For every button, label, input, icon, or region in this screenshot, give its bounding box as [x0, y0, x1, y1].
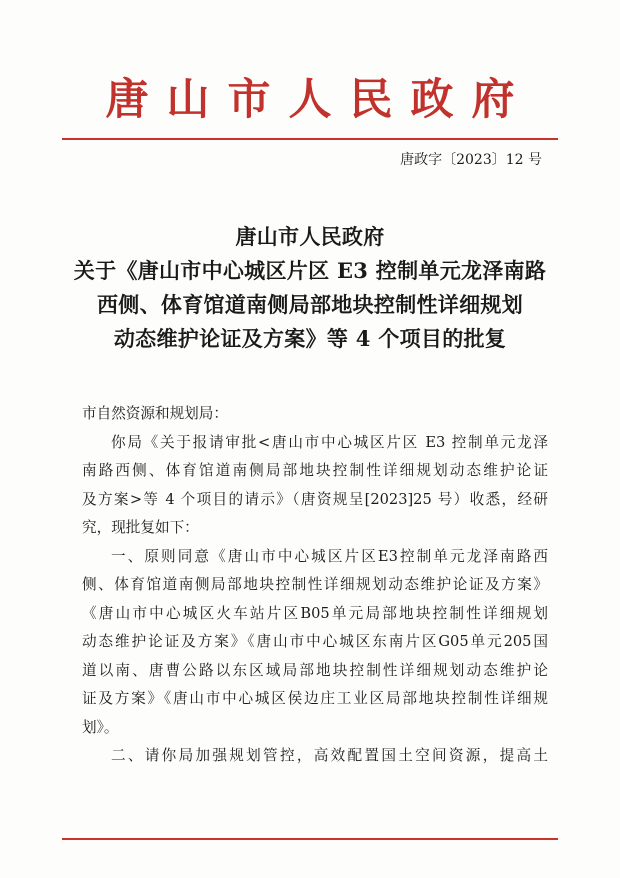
paragraph-line: 《唐山市中心城区火车站片区B05单元局部地块控制性详细规划 [82, 604, 548, 622]
paragraph-line: 南路西侧、体育馆道南侧局部地块控制性详细规划动态维护论证 [82, 462, 548, 479]
title-line: 关于《唐山市中心城区片区 E3 控制单元龙泽南路 [73, 258, 547, 283]
paragraph-line: 证及方案》《唐山市中心城区侯边庄工业区局部地块控制性详细规 [82, 690, 548, 707]
paragraph-line: 道以南、唐曹公路以东区域局部地块控制性详细规划动态维护论 [82, 661, 548, 679]
addressee: 市自然资源和规划局： [82, 405, 228, 422]
paragraph-line: 及方案>等 4 个项目的请示》（唐资规呈[2023]25 号）收悉，经研 [82, 490, 548, 508]
issuer-masthead: 唐山市人民政府 [105, 75, 533, 125]
header-red-rule [62, 138, 558, 140]
paragraph-line: 究，现批复如下： [82, 519, 199, 536]
paragraph-line: 二、请你局加强规划管控，高效配置国土空间资源，提高土 [111, 747, 548, 764]
paragraph-line: 动态维护论证及方案》《唐山市中心城区东南片区G05单元205国 [82, 633, 548, 650]
document-number: 唐政字〔2023〕12 号 [400, 152, 542, 168]
paragraph-line: 划》。 [82, 718, 119, 736]
paragraph-line: 侧、体育馆道南侧局部地块控制性详细规划动态维护论证及方案》 [82, 576, 548, 593]
title-line: 唐山市人民政府 [235, 224, 385, 249]
paragraph-line: 你局《关于报请审批<唐山市中心城区片区 E3 控制单元龙泽 [111, 433, 548, 451]
document-body [82, 400, 548, 771]
document-title [62, 220, 558, 356]
footer-red-rule [62, 838, 558, 840]
title-line: 西侧、体育馆道南侧局部地块控制性详细规划 [97, 292, 523, 317]
paragraph-line: 一、原则同意《唐山市中心城区片区E3控制单元龙泽南路西 [111, 547, 548, 565]
title-line: 动态维护论证及方案》等 4 个项目的批复 [113, 326, 507, 351]
